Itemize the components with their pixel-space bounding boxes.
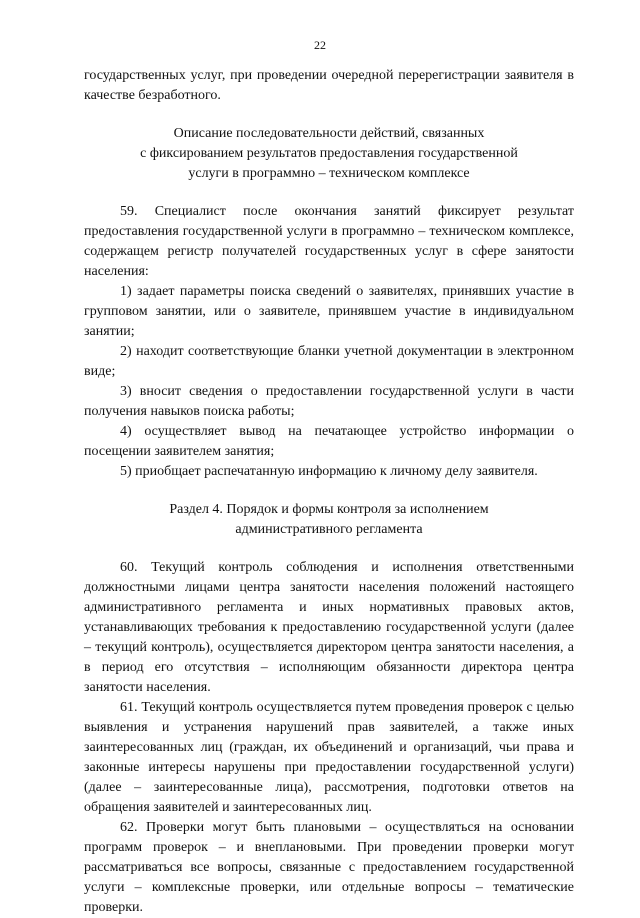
- intro-paragraph: государственных услуг, при проведении очередной перерегистрации заявителя в качестве безработного.: [84, 68, 574, 103]
- paragraph-61: 61. Текущий контроль осуществляется путем проведения проверок с целью выявления и устранения нарушений прав заявителей, а также иных заинтересованных лиц (граждан, их объединений и организаций, чьи права и законные интересы нарушены при предоставлении государственной услуги) (далее – заинтересованные лица), рассмотрения, подготовки ответов на обращения заявителей и заинтересованных лиц.: [84, 700, 574, 815]
- section-heading-2: [84, 500, 574, 540]
- heading-line: с фиксированием результатов предоставления государственной: [140, 146, 518, 161]
- paragraph-62: 62. Проверки могут быть плановыми – осуществляться на основании программ проверок – и внеплановыми. При проведении проверки могут рассматриваться все вопросы, связанные с предоставлением государственной услуги – комплексные проверки, или отдельные вопросы – тематические проверки.: [84, 820, 574, 915]
- document-body: [84, 66, 574, 918]
- paragraph-59: 59. Специалист после окончания занятий фиксирует результат предоставления государственной услуги в программно – техническом комплексе, содержащем регистр получателей государственных услуг в сфере занятости населения:: [84, 204, 574, 279]
- section-heading-1: [84, 124, 574, 184]
- list-item: 4) осуществляет вывод на печатающее устройство информации о посещении заявителем занятия;: [84, 424, 574, 459]
- list-item: 1) задает параметры поиска сведений о заявителях, принявших участие в групповом занятии, или о заявителе, принявшем участие в индивидуальном занятии;: [84, 284, 574, 339]
- heading-line: административного регламента: [235, 522, 423, 537]
- list-item: 5) приобщает распечатанную информацию к личному делу заявителя.: [120, 464, 538, 479]
- list-item: 3) вносит сведения о предоставлении государственной услуги в части получения навыков поиска работы;: [84, 384, 574, 419]
- list-item: 2) находит соответствующие бланки учетной документации в электронном виде;: [84, 344, 574, 379]
- paragraph-60: 60. Текущий контроль соблюдения и исполнения ответственными должностными лицами центра занятости населения положений настоящего административного регламента и иных нормативных правовых актов, устанавливающих требования к предоставлению государственной услуги (далее – текущий контроль), осуществляется директором центра занятости населения, а в период его отсутствия – исполняющим обязанности директора центра занятости населения.: [84, 560, 574, 695]
- page-number: 22: [314, 38, 326, 52]
- heading-line: Раздел 4. Порядок и формы контроля за исполнением: [169, 502, 489, 517]
- heading-line: Описание последовательности действий, связанных: [173, 126, 485, 141]
- heading-line: услуги в программно – техническом комплексе: [188, 166, 470, 181]
